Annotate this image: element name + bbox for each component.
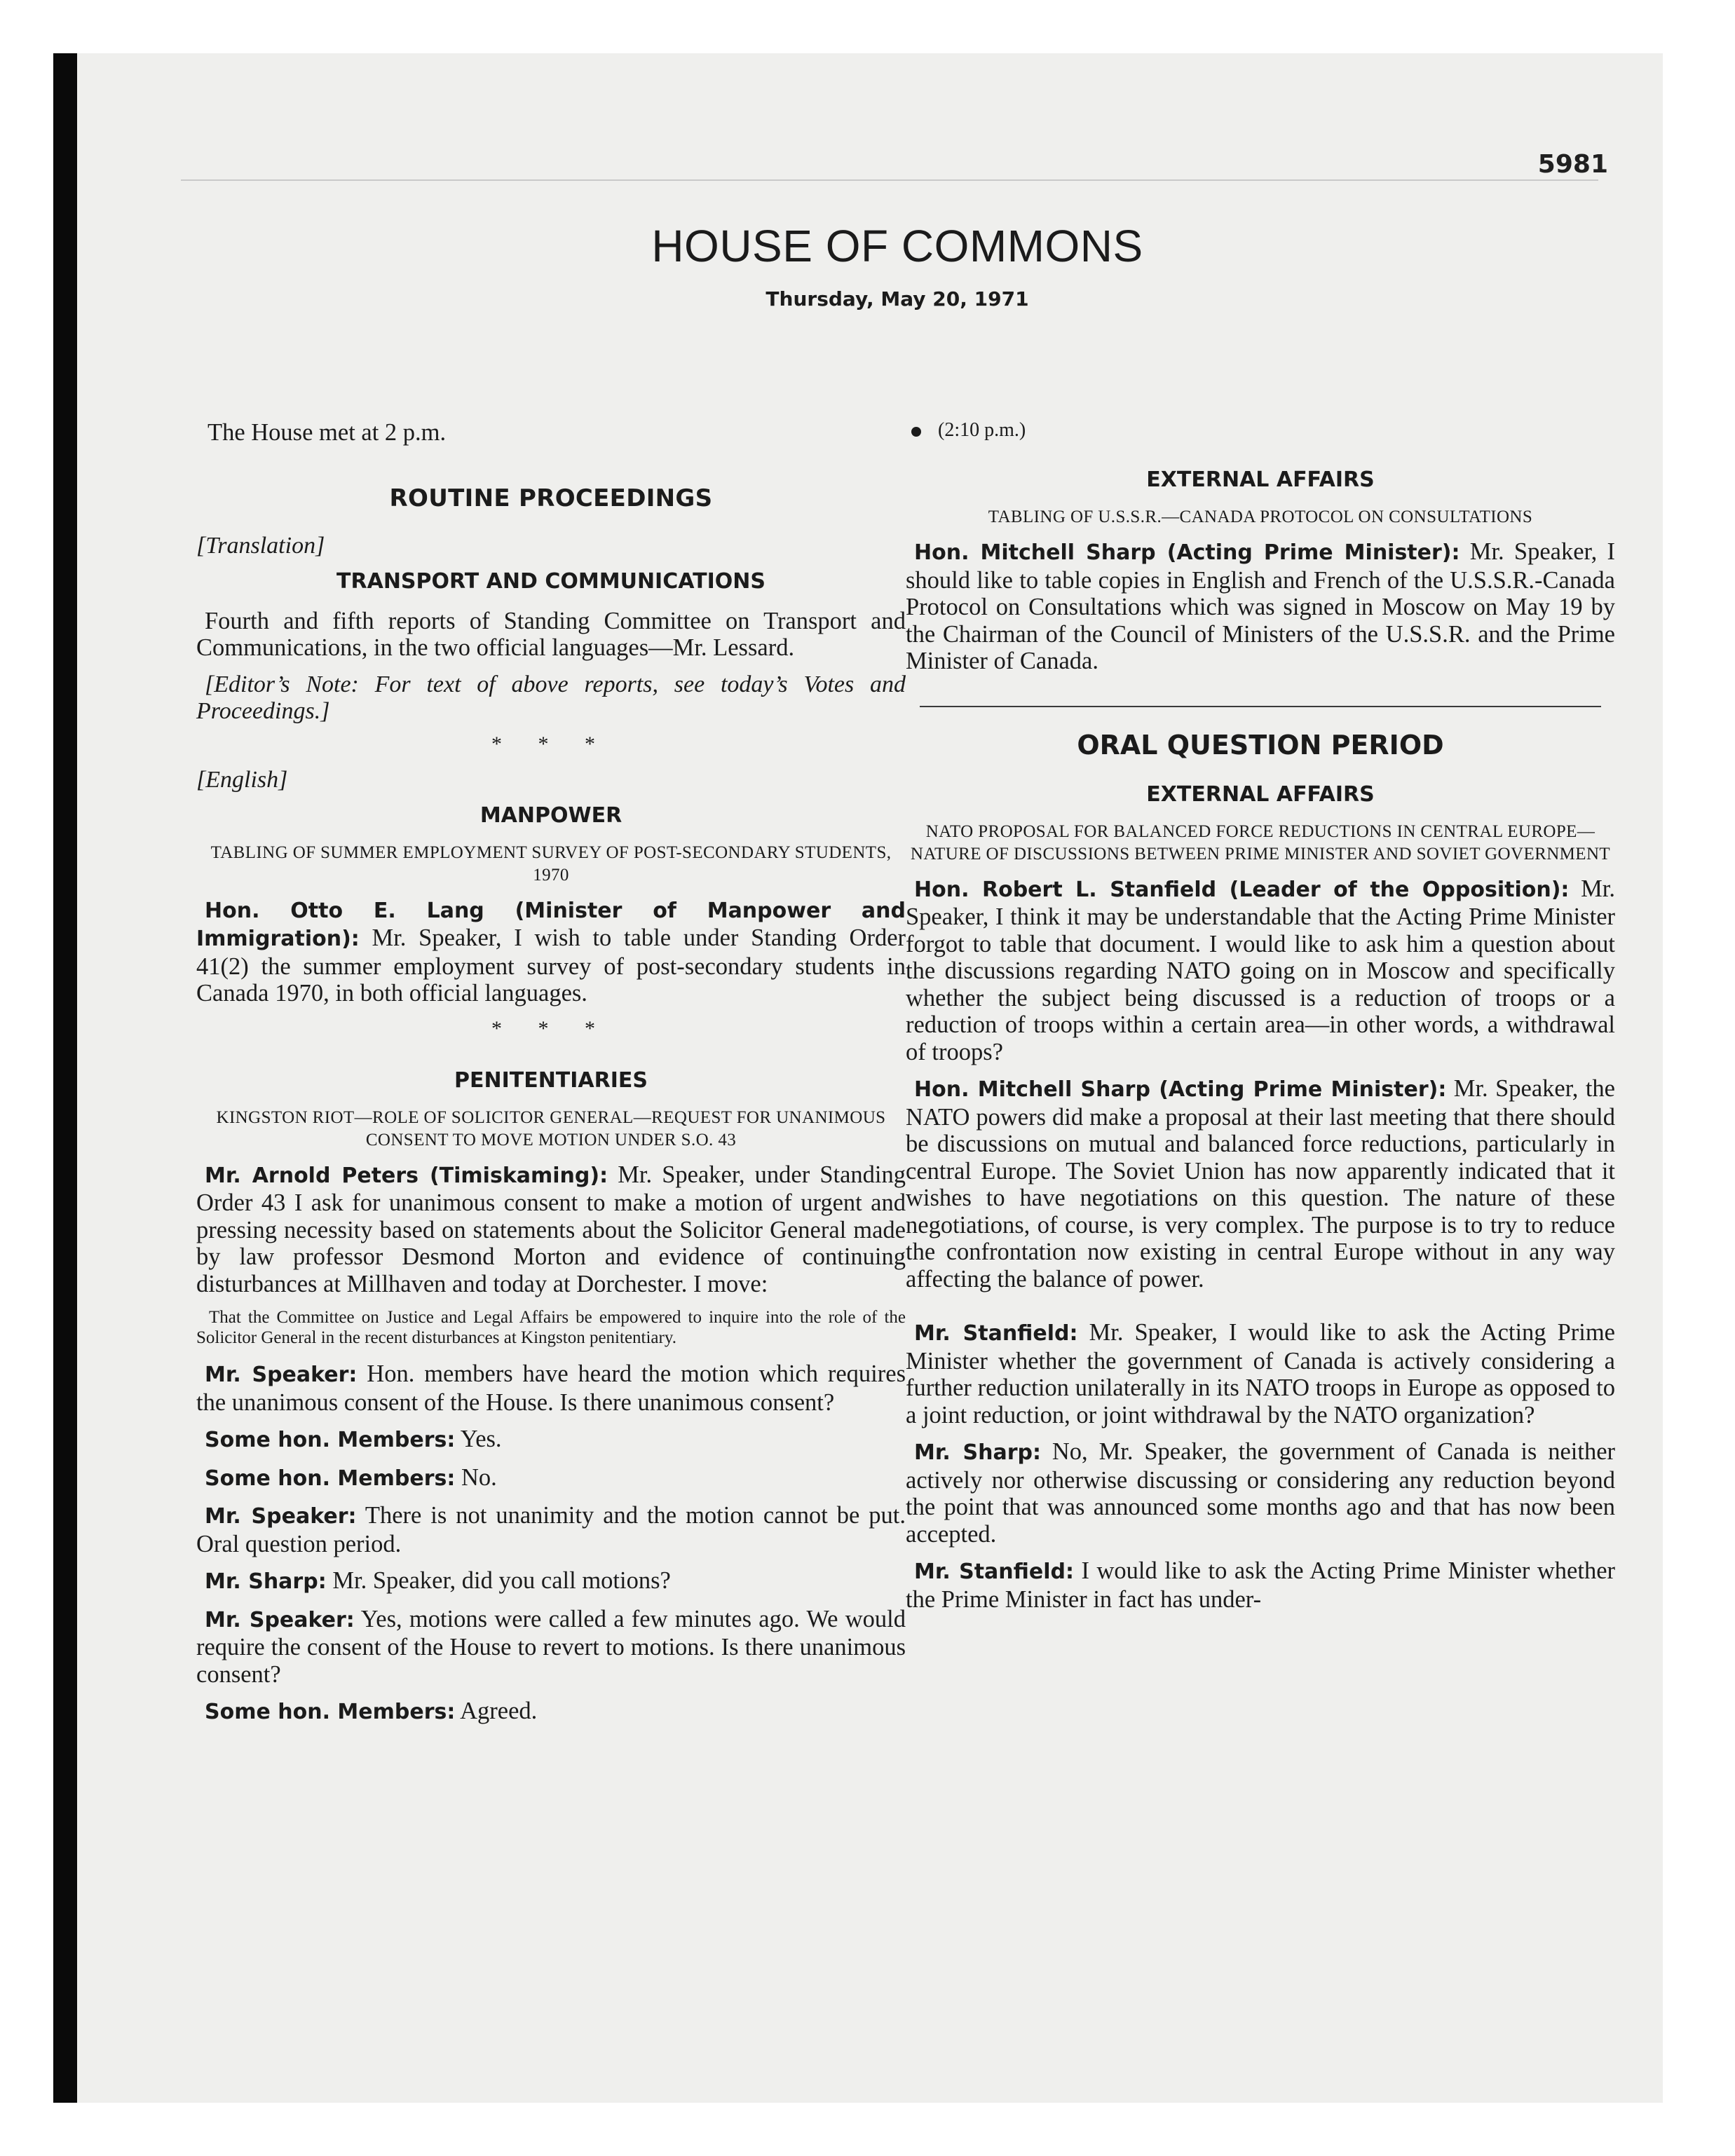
english-tag: [English] <box>196 766 288 793</box>
speaker-name: Mr. Sharp: <box>205 1569 327 1594</box>
speaker-name: Mr. Stanfield: <box>914 1321 1078 1346</box>
section-separator-stars: * * * <box>491 1016 611 1040</box>
sitting-date: Thursday, May 20, 1971 <box>766 287 1029 311</box>
speaker-name: Mr. Speaker: <box>205 1607 355 1632</box>
members-agreed <box>196 1698 906 1726</box>
speaker-name: Mr. Speaker: <box>205 1363 358 1387</box>
routine-proceedings-heading: ROUTINE PROCEEDINGS <box>389 484 713 512</box>
speaker-name: Hon. Otto E. Lang (Minister of Manpower and Immigration): <box>196 898 906 951</box>
scan-binding-edge <box>53 53 77 2103</box>
stanfield-question-3 <box>906 1557 1615 1613</box>
page-number: 5981 <box>1537 150 1608 179</box>
speech-text: No. <box>461 1464 497 1491</box>
stanfield-question-1 <box>906 875 1615 1066</box>
oral-question-period-heading: ORAL QUESTION PERIOD <box>1077 729 1444 760</box>
speaker-speech-3 <box>196 1606 906 1688</box>
speech-text: Mr. Speaker, the NATO powers did make a proposal at their last meeting that there should be discussions on mutual and balanced force reductions, particularly in central Europe. The Soviet Union has now apparently indicated that it wishes to have negotiations on this question. The nature of these negotiations, of course, is very complex. The purpose is to try to reduce the confrontation now existing in central Europe without in any way affecting the balance of power. <box>906 1075 1615 1292</box>
speaker-name: Mr. Arnold Peters (Timiskaming): <box>205 1163 608 1188</box>
speech-text: Mr. Speaker, I wish to table under Standing Order 41(2) the summer employment survey of post-secondary students in Canada 1970, in both official languages. <box>196 925 906 1007</box>
transport-heading: TRANSPORT AND COMMUNICATIONS <box>336 568 766 594</box>
speaker-name: Hon. Mitchell Sharp (Acting Prime Minister): <box>914 540 1460 565</box>
speaker-name: Hon. Mitchell Sharp (Acting Prime Minister): <box>914 1077 1447 1102</box>
speech-text: Agreed. <box>460 1698 538 1724</box>
speech-text: Mr. Speaker, did you call motions? <box>332 1567 671 1594</box>
speech-text: Hon. members have heard the motion which requires the unanimous consent of the House. Is there unanimous consent? <box>196 1360 906 1416</box>
left-column <box>196 419 906 1736</box>
house-met-line: The House met at 2 p.m. <box>207 419 447 446</box>
speaker-name: Hon. Robert L. Stanfield (Leader of the Opposition): <box>914 877 1570 902</box>
penitentiaries-heading: PENITENTIARIES <box>454 1067 648 1093</box>
speech-text: Mr. Speaker, I think it may be understandable that the Acting Prime Minister forgot to table that document. I would like to ask him a question about the discussions regarding NATO going on in Moscow and specifically whether the subject being discussed is a reduction of troops or a reduction of troops within a certain area—in other words, a withdrawal of troops? <box>906 875 1615 1065</box>
sharp-question <box>196 1567 906 1596</box>
speech-text: Yes. <box>460 1426 502 1452</box>
peters-speech <box>196 1161 906 1298</box>
speech-text: Yes, motions were called a few minutes ago. We would require the consent of the House to revert to motions. Is there unanimous consent? <box>196 1605 906 1688</box>
sharp-answer-1 <box>906 1075 1615 1292</box>
motion-quote: That the Committee on Justice and Legal Affairs be empowered to inquire into the role of the Solicitor General in the recent disturbances at Kingston penitentiary. <box>196 1308 906 1347</box>
penitentiaries-subheading: KINGSTON RIOT—ROLE OF SOLICITOR GENERAL—REQUEST FOR UNANIMOUS CONSENT TO MOVE MOTION UNDER S.O. 43 <box>216 1107 886 1149</box>
translation-tag: [Translation] <box>196 532 325 559</box>
transport-paragraph: Fourth and fifth reports of Standing Committee on Transport and Communications, in the two official languages—Mr. Lessard. <box>196 607 906 661</box>
timestamp-text: (2:10 p.m.) <box>938 419 1026 441</box>
speaker-name: Some hon. Members: <box>205 1466 456 1491</box>
timestamp <box>911 419 1615 442</box>
editor-note: [Editor’s Note: For text of above reports, see today’s Votes and Proceedings.] <box>196 671 906 724</box>
members-yes <box>196 1426 906 1454</box>
speaker-name: Mr. Stanfield: <box>914 1560 1074 1584</box>
manpower-heading: MANPOWER <box>479 803 622 828</box>
bullet-icon <box>911 427 921 437</box>
speech-text: I would like to ask the Acting Prime Minister whether the Prime Minister in fact has under- <box>906 1557 1616 1613</box>
header-rule <box>181 179 1598 181</box>
speaker-speech-2 <box>196 1502 906 1557</box>
speaker-speech-1 <box>196 1360 906 1416</box>
speech-text: Mr. Speaker, under Standing Order 43 I ask for unanimous consent to make a motion of urgent and pressing necessity based on statements about the Solicitor General made by law professor Desmond Morton and evidence of continuing disturbances at Millhaven and today at Dorchester. I move: <box>196 1161 906 1297</box>
stanfield-question-2 <box>906 1319 1615 1428</box>
sharp-answer-2 <box>906 1438 1615 1548</box>
speaker-name: Some hon. Members: <box>205 1428 456 1452</box>
manpower-subheading: TABLING OF SUMMER EMPLOYMENT SURVEY OF POST-SECONDARY STUDENTS, 1970 <box>210 842 892 885</box>
speech-text: There is not unanimity and the motion cannot be put. Oral question period. <box>196 1502 906 1557</box>
page-title: HOUSE OF COMMONS <box>651 221 1143 271</box>
speaker-name: Mr. Speaker: <box>205 1504 357 1529</box>
external-affairs-heading-2: EXTERNAL AFFAIRS <box>1146 782 1375 807</box>
section-separator-stars: * * * <box>491 732 611 756</box>
external-affairs-heading: EXTERNAL AFFAIRS <box>1146 468 1375 492</box>
sharp-tabling-speech <box>906 538 1615 675</box>
speaker-name: Mr. Sharp: <box>914 1440 1041 1465</box>
speech-text: Mr. Speaker, I should like to table copies in English and French of the U.S.S.R.-Canada Protocol on Consultations which was signed in Moscow on May 19 by the Chairman of the Council of Ministers of the U.S.S.R. and the Prime Minister of Canada. <box>906 538 1616 674</box>
lang-speech <box>196 896 906 1007</box>
external-affairs-subheading: TABLING OF U.S.S.R.—CANADA PROTOCOL ON CONSULTATIONS <box>988 507 1533 526</box>
speech-text: No, Mr. Speaker, the government of Canada is neither actively nor otherwise discussing or considering any reduction beyond the point that was announced some months ago and that has now been accepted. <box>906 1438 1616 1548</box>
speech-text: Mr. Speaker, I would like to ask the Acting Prime Minister whether the government of Canada is actively considering a further reduction unilaterally in its NATO troops in Europe as opposed to a joint reduction, or joint withdrawal by the NATO organization? <box>906 1319 1615 1428</box>
members-no <box>196 1464 906 1493</box>
nato-subheading: NATO PROPOSAL FOR BALANCED FORCE REDUCTIONS IN CENTRAL EUROPE—NATURE OF DISCUSSIONS BETWEEN PRIME MINISTER AND SOVIET GOVERNMENT <box>910 821 1611 864</box>
speaker-name: Some hon. Members: <box>205 1700 456 1724</box>
section-divider <box>920 706 1601 707</box>
right-column <box>906 419 1615 1623</box>
